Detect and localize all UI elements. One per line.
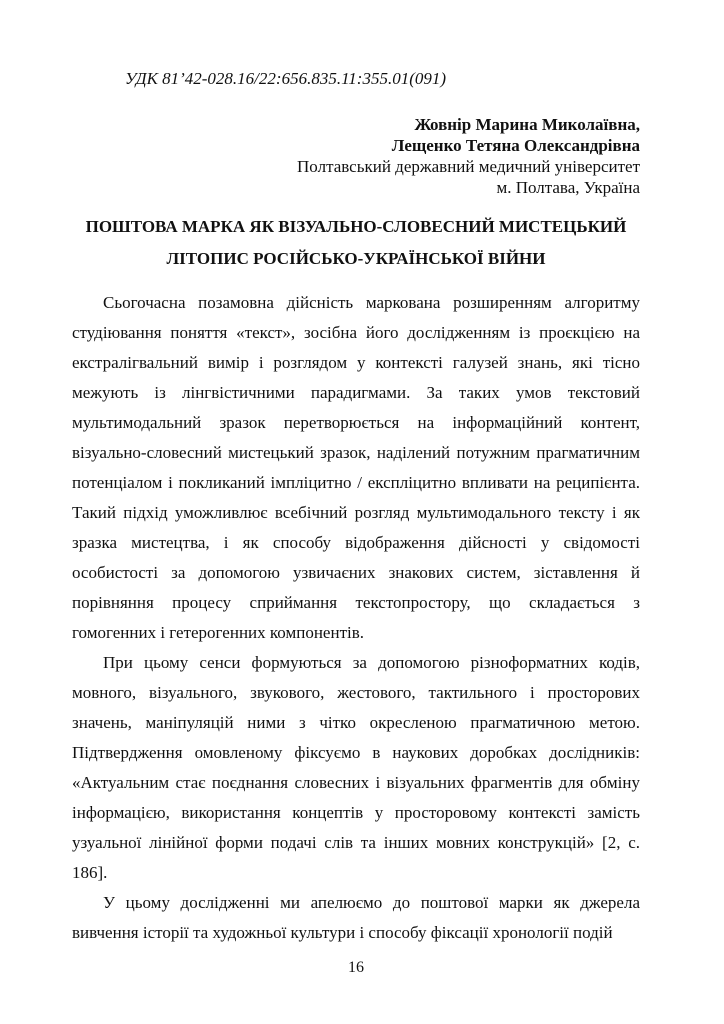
- page-footer: [72, 958, 640, 978]
- paragraph: При цьому сенси формуються за допомогою різноформатних кодів, мовного, візуального, звукового, жестового, тактильного і просторових значень, маніпуляцій ними з чітко окресленою прагматичною метою. Підтвердження омовленому фіксуємо в наукових доробках дослідників: «Актуальним стає поєднання словесних і візуальних фрагментів для обміну інформацією, використання концептів у просторовому контексті замість узуальної лінійної форми подачі слів та інших мовних конструкцій» [2, с. 186].: [72, 653, 640, 882]
- paragraph: У цьому дослідженні ми апелюємо до поштової марки як джерела вивчення історії та художньої культури і способу фіксації хронології подій: [72, 893, 640, 942]
- page-number: 16: [348, 959, 364, 976]
- location: м. Полтава, Україна: [496, 178, 640, 197]
- article-title-line-1: ПОШТОВА МАРКА ЯК ВІЗУАЛЬНО-СЛОВЕСНИЙ МИСТЕЦЬКИЙ: [85, 217, 627, 236]
- affiliation: Полтавський державний медичний університет: [297, 157, 640, 176]
- article-body: [72, 288, 640, 948]
- paragraph: Сьогочасна позамовна дійсність маркована розширенням алгоритму студіювання поняття «текст», зосібна його дослідженням із проєкцією на екстралігвальний вимір і розглядом у контексті галузей знань, які тісно межують із лінгвістичними парадигмами. За таких умов текстовий мультимодальний зразок перетворюється на інформаційний контент, візуально-словесний мистецький зразок, наділений потужним прагматичним потенціалом і покликаний імпліцитно / експліцитно впливати на реципієнта. Такий підхід уможливлює всебічний розгляд мультимодального тексту і як зразка мистецтва, і як способу відображення дійсності у свідомості особистості за допомогою узвичаєних знакових систем, зіставлення й порівняння процесу сприймання текстопростору, що складається з гомогенних і гетерогенних компонентів.: [72, 293, 640, 642]
- authors-block: [72, 114, 640, 198]
- udc-code: УДК 81’42-028.16/22:656.835.11:355.01(091): [125, 69, 447, 88]
- author-line-1: Жовнір Марина Миколаївна,: [414, 115, 640, 134]
- article-title-line-2: ЛІТОПИС РОСІЙСЬКО-УКРАЇНСЬКОЇ ВІЙНИ: [166, 249, 546, 268]
- article-title: [72, 211, 640, 275]
- author-line-2: Лещенко Тетяна Олександрівна: [391, 136, 640, 155]
- page-content: [72, 0, 640, 948]
